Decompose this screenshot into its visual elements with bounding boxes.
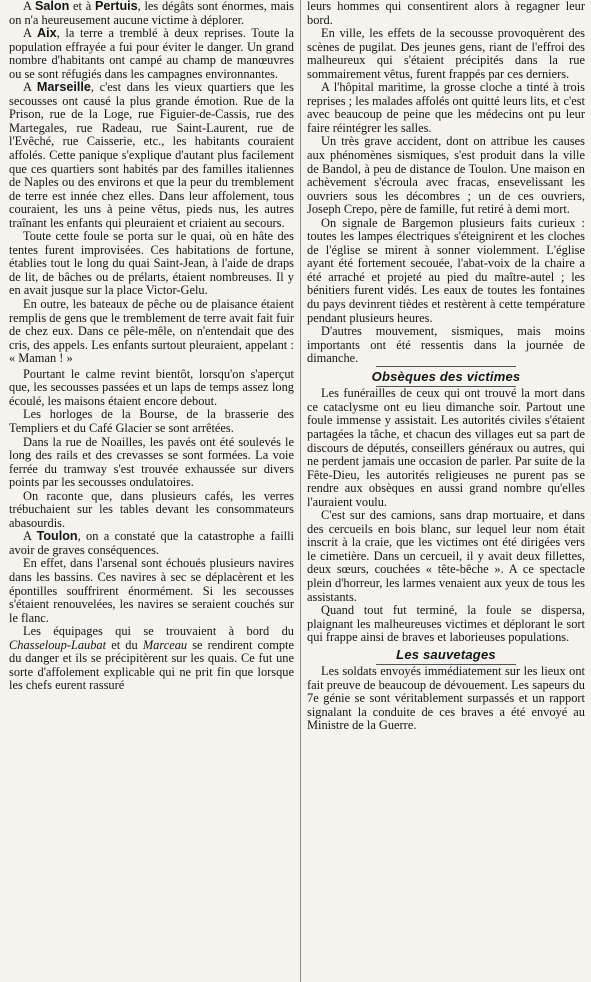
paragraph-foule-dispersa: Quand tout fut terminé, la foule se dispersa, plaignant les malheureuses victimes et déplorant le sort qui frappe ainsi de braves et laborieuses populations. <box>307 603 585 645</box>
paragraph-toulon: A Toulon, on a constaté que la catastrophe a failli avoir de graves conséquences. <box>9 529 294 557</box>
paragraph-arsenal: En effet, dans l'arsenal sont échoués plusieurs navires dans les bassins. Ces navires à sec se déplacèrent et les épontilles souffrirent énormément. Si les secousses s'étaient renouvelées, les navires se seraient couchés sur le flanc. <box>9 556 294 625</box>
paragraph-cafes: On raconte que, dans plusieurs cafés, les verres trébuchaient sur les tables devant les consommateurs abasourdis. <box>9 488 294 530</box>
ship-chasseloup-laubat: Chasseloup-Laubat <box>9 637 107 652</box>
paragraph-aix: A Aix, la terre a tremblé à deux reprises. Toute la population effrayée a fui pour éviter le danger. Un grand nombre d'habitants ont campé au champ de manœuvres ou se sont réfugiés dans les campagnes environnantes. <box>9 26 294 81</box>
place-salon: Salon <box>35 0 70 13</box>
paragraph-camions: C'est sur des camions, sans drap mortuaire, et dans des cercueils en bois blanc, sur lequel leur nom était inscrit à la craie, que les victimes ont été dirigées vers le cimetière. Dans un cercueil, il y avait deux fillettes, deux sœurs, couchées « tête-bêche ». A ce spectacle plein d'horreur, les larmes venaient aux yeux de tous les assistants. <box>307 508 585 604</box>
place-marseille: Marseille <box>36 80 91 95</box>
column-right <box>307 0 585 982</box>
paragraph-noailles: Dans la rue de Noailles, les pavés ont été soulevés le long des rails et des crevasses se sont formées. La voie ferrée du tramway s'est trouvée exhaussée sur divers points par les secousses ondulatoires. <box>9 434 294 490</box>
heading-sauvetages: Les sauvetages <box>396 646 496 662</box>
paragraph-marseille: A Marseille, c'est dans les vieux quartiers que les secousses ont causé la plus grande émotion. Rue de la Prison, rue de la Loge, rue Figuier-de-Cassis, rue des Martegales, rue Radeau, rue Saint-Laurent, rue de l'Evêché, rue Caisserie, etc., les habitants couraient affolés. Cette panique s'explique d'autant plus facilement que ces quartiers sont habités par des familles italiennes de Naples ou des environs et que la peur du tremblement de terre est innée chez elles. Dans leur affolement, tous couraient, les uns à peine vêtus, pieds nus, les autres traînant les enfants qui pleuraient et criaient au secours. <box>9 80 294 230</box>
column-left <box>9 0 294 982</box>
place-toulon: Toulon <box>36 529 78 544</box>
paragraph-pugilat: En ville, les effets de la secousse provoquèrent des scènes de pugilat. Des jeunes gens, riant de l'effroi des malheureux qui s'étaient précipités dans la rue sommairement vêtus, furent frappés par ces derniers. <box>307 26 585 81</box>
paragraph-foule-quai: Toute cette foule se porta sur le quai, où en hâte des tentes furent improvisées. Ces habitations de fortune, établies tout le long du quai Saint-Jean, à l'aide de draps de lit, de bâches ou de prélarts, étaient nombreuses. Il y en avait jusque sur la place Victor-Gelu. <box>9 229 294 298</box>
paragraph-regagner-bord: leurs hommes qui consentirent alors à regagner leur bord. <box>307 0 585 27</box>
heading-obseques: Obsèques des victimes <box>371 368 521 384</box>
paragraph-soldats: Les soldats envoyés immédiatement sur les lieux ont fait preuve de beaucoup de dévouement. Les sapeurs du 7e génie se sont véritablement surpassés et un rapport signalant la conduite de ces braves a été envoyé au Ministre de la Guerre. <box>307 664 585 733</box>
paragraph-bateaux: En outre, les bateaux de pêche ou de plaisance étaient remplis de gens que le tremblement de terre avait fait fuir de chez eux. Dans ce pêle-mêle, on n'entendait que des cris, des appels. Les enfants surtout pleuraient, appelant : « Maman ! » <box>9 297 294 366</box>
paragraph-hopital: A l'hôpital maritime, la grosse cloche a tinté à trois reprises ; les malades affolés ont quitté leurs lits, et c'est avec beaucoup de peine que les médecins ont pu leur faire réintégrer les salles. <box>307 80 585 135</box>
section-rule <box>376 366 516 367</box>
paragraph-funerailles: Les funérailles de ceux qui ont trouvé la mort dans ce cataclysme ont eu lieu dimanche soir. Partout une foule immense y assistait. Les autorités civiles s'étaient partagées la tâche, et chacun des villages eut sa part de discours de députés, conseillers généraux ou autres, qui ne perdent jamais une occasion de parler. Par suite de la Fête-Dieu, les autorités religieuses ne purent pas se rendre aux obsèques en aussi grand nombre qu'elles l'auraient voulu. <box>307 386 585 509</box>
place-aix: Aix <box>36 26 57 41</box>
paragraph-autres-mouvements: D'autres mouvement, sismiques, mais moins importants ont été ressentis dans la journée de dimanche. <box>307 324 585 366</box>
paragraph-horloges: Les horloges de la Bourse, de la brasserie des Templiers et du Café Glacier se sont arrêtées. <box>9 407 294 435</box>
place-pertuis: Pertuis <box>94 0 138 13</box>
paragraph-bargemon: On signale de Bargemon plusieurs faits curieux : toutes les lampes électriques s'éteignirent et les cloches de l'église se mirent à sonner violemment. L'église ayant été fortement secouée, l'abat-voix de la chaire a été arraché et projeté au pied du maître-autel ; les bénitiers furent vidés. Les eaux de toutes les fontaines du pays devinrent tièdes et restèrent à cette température pendant plusieurs heures. <box>307 215 585 325</box>
paragraph-equipages: Les équipages qui se trouvaient à bord du Chasseloup-Laubat et du Marceau se rendirent compte du danger et ils se précipitèrent sur les quais. Ce fut une sorte d'affolement explicable qui ne prit fin que lorsque les chefs eurent rassuré <box>9 624 294 693</box>
column-divider <box>300 0 301 982</box>
paragraph-calme: Pourtant le calme revint bientôt, lorsqu'on s'aperçut que, les secousses passées et un laps de temps assez long écoulé, les maisons étaient encore debout. <box>9 366 294 408</box>
ship-marceau: Marceau <box>142 637 188 652</box>
paragraph-salon-pertuis: A Salon et à Pertuis, les dégâts sont énormes, mais on n'a heureusement aucune victime à déplorer. <box>9 0 294 27</box>
paragraph-bandol: Un très grave accident, dont on attribue les causes aux phénomènes sismiques, s'est produit dans la ville de Bandol, à peu de distance de Toulon. Une maison en achèvement s'écroula avec fracas, ensevelissant les ouvriers sous les décombres ; un de ces ouvriers, Joseph Crepo, père de famille, fut retiré à demi mort. <box>307 134 585 217</box>
